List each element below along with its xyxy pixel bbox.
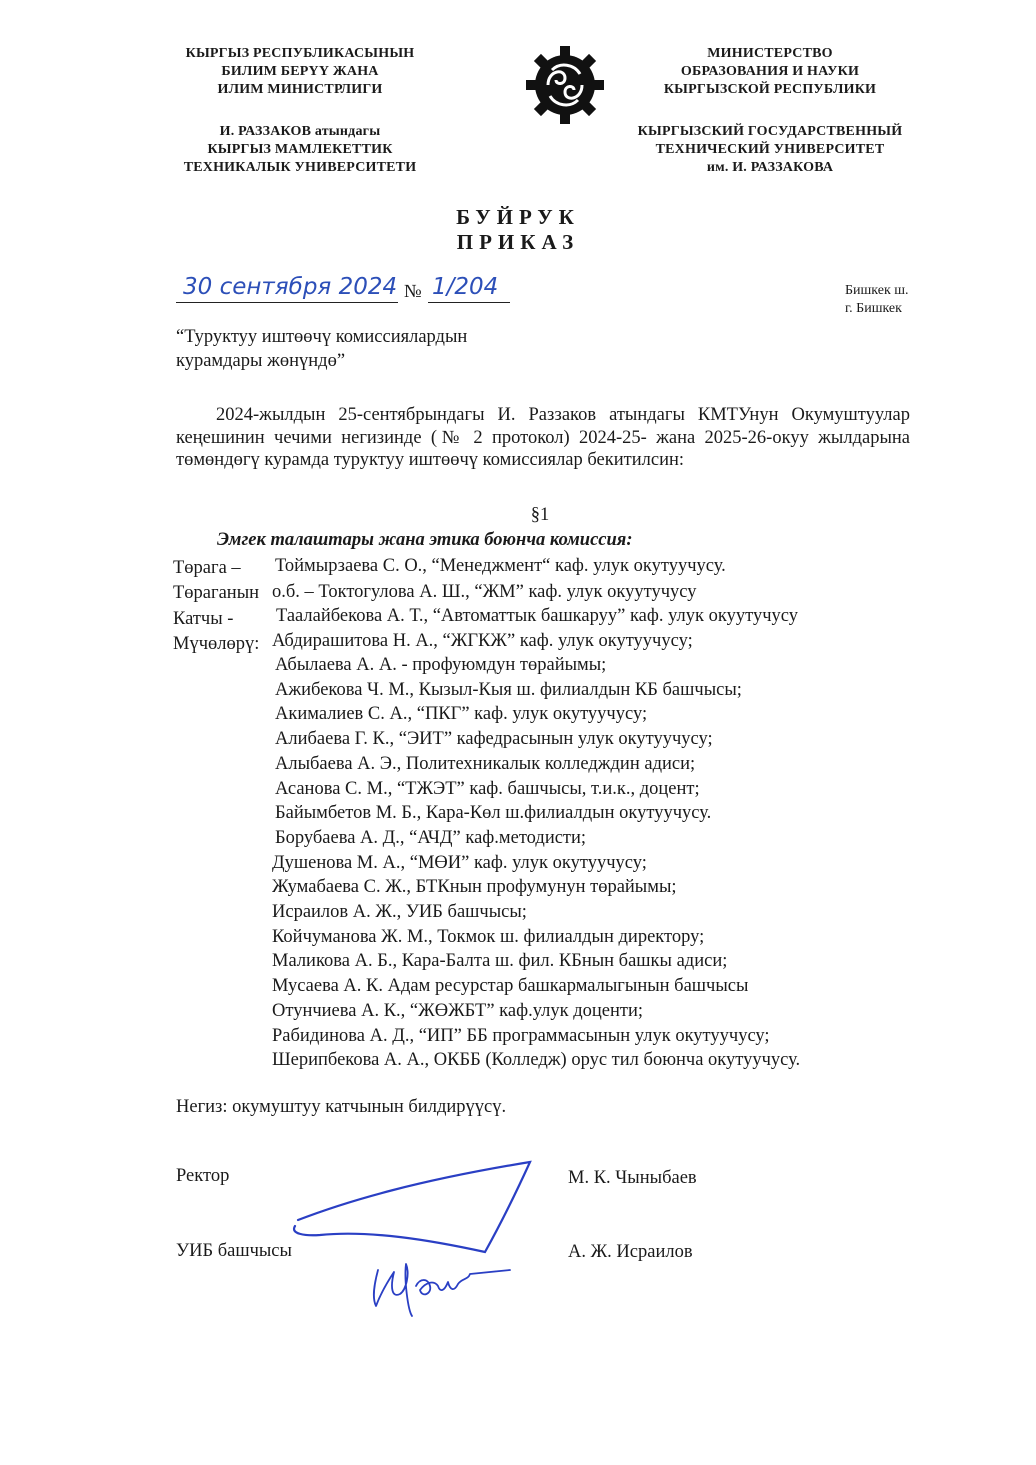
list-item: Мусаева А. К. Адам ресурстар башкармалыгынын башчысы xyxy=(272,976,749,997)
list-item: Жумабаева С. Ж., БТКнын профумунун төрайымы; xyxy=(272,877,677,898)
department-head-signature-icon xyxy=(360,1250,540,1320)
header-line: КЫРГЫЗСКИЙ ГОСУДАРСТВЕННЫЙ xyxy=(637,124,903,139)
signature-role: УИБ башчысы xyxy=(176,1241,292,1261)
list-item: Шерипбекова А. А., ОКББ (Колледж) орус тил боюнча окутуучусу. xyxy=(272,1050,801,1071)
role-label: Мүчөлөрү: xyxy=(173,634,260,654)
order-subject xyxy=(176,325,467,373)
list-item: Отунчиева А. К., “ЖӨЖБТ” каф.улук доценти; xyxy=(272,1000,644,1021)
header-line: КЫРГЫЗ РЕСПУБЛИКАСЫНЫН xyxy=(185,46,415,61)
header-line: КЫРГЫЗ МАМЛЕКЕТТИК xyxy=(207,142,393,157)
header-left-ministry xyxy=(150,45,450,99)
subject-line: курамдары жөнүндө” xyxy=(176,351,346,371)
list-item: Алыбаева А. Э., Политехникалык колледждин адиси; xyxy=(275,753,696,774)
number-sign: № xyxy=(404,282,422,302)
commission-title: Эмгек талаштары жана этика боюнча комиссия: xyxy=(217,530,633,550)
order-number: 1/204 xyxy=(432,274,499,300)
list-item: Акималиев С. А., “ПКГ” каф. улук окутуучусу; xyxy=(275,704,648,725)
list-item: Алибаева Г. К., “ЭИТ” кафедрасынын улук окутуучусу; xyxy=(275,729,713,750)
role-text: Тоймырзаева С. О., “Менеджмент“ каф. улук окутуучусу. xyxy=(275,556,726,576)
intro-paragraph: 2024-жылдын 25-сентябрындагы И. Раззаков атындагы КМТУнун Окумуштуулар кеңешинин чечими негизинде (№ 2 протокол) 2024-25- жана 2025-26-окуу жылдарына төмөндөгү курамда туруктуу иштөөчү комиссиялар бекитилсин: xyxy=(176,405,910,470)
role-label: Төрага – xyxy=(173,558,241,578)
doc-type-ru: ПРИКАЗ xyxy=(456,230,580,254)
header-right-ministry xyxy=(610,45,930,99)
signature-role: Ректор xyxy=(176,1166,230,1186)
list-item: Байымбетов М. Б., Кара-Көл ш.филиалдын окутуучусу. xyxy=(275,803,712,824)
list-item: Койчуманова Ж. М., Токмок ш. филиалдын директору; xyxy=(272,926,705,947)
header-left-university xyxy=(150,123,450,177)
role-text: о.б. – Токтогулова А. Ш., “ЖМ” каф. улук окуутучусу xyxy=(272,582,697,602)
list-item: Рабидинова А. Д., “ИП” ББ программасынын улук окутуучусу; xyxy=(272,1025,770,1046)
header-line: им. И. РАЗЗАКОВА xyxy=(706,160,834,175)
header-line: МИНИСТЕРСТВО xyxy=(707,46,833,61)
section-number: §1 xyxy=(530,505,550,525)
list-item: Борубаева А. Д., “АЧД” каф.методисти; xyxy=(275,827,587,848)
header-line: БИЛИМ БЕРҮҮ ЖАНА xyxy=(221,64,379,79)
header-line: ТЕХНИЧЕСКИЙ УНИВЕРСИТЕТ xyxy=(655,142,885,157)
list-item: Исраилов А. Ж., УИБ башчысы; xyxy=(272,902,527,923)
rector-signature-icon xyxy=(250,1150,550,1260)
members-list xyxy=(272,653,800,1073)
header-line: КЫРГЫЗСКОЙ РЕСПУБЛИКИ xyxy=(663,82,877,97)
role-label: Төраганын xyxy=(173,583,260,603)
subject-line: “Туруктуу иштөөчү комиссиялардын xyxy=(176,327,468,347)
university-emblem-icon xyxy=(520,40,610,130)
header-line: ТЕХНИКАЛЫК УНИВЕРСИТЕТИ xyxy=(183,160,417,175)
role-label: Катчы - xyxy=(173,609,234,629)
role-text: Таалайбекова А. Т., “Автоматтык башкаруу” каф. улук окуутучусу xyxy=(276,606,798,626)
header-line: ИЛИМ МИНИСТРЛИГИ xyxy=(217,82,383,97)
date-underline xyxy=(176,302,398,303)
header-right-university xyxy=(610,123,930,177)
role-text: Абдирашитова Н. А., “ЖГКЖ” каф. улук окутуучусу; xyxy=(272,631,693,651)
city-ru: г. Бишкек xyxy=(845,301,902,316)
signature-name: М. К. Чыныбаев xyxy=(568,1168,697,1188)
header-line: ОБРАЗОВАНИЯ И НАУКИ xyxy=(680,64,860,79)
order-date: 30 сентября 2024 xyxy=(183,274,398,300)
city-kg: Бишкек ш. xyxy=(845,283,909,298)
signature-name: А. Ж. Исраилов xyxy=(568,1242,693,1262)
city-block xyxy=(845,282,909,318)
list-item: Асанова С. М., “ТЖЭТ” каф. башчысы, т.и.к., доцент; xyxy=(275,778,700,799)
basis-line: Негиз: окумуштуу катчынын билдирүүсү. xyxy=(176,1097,507,1117)
list-item: Душенова М. А., “МӨИ” каф. улук окутуучусу; xyxy=(272,852,647,873)
number-underline xyxy=(428,302,510,303)
header-line: И. РАЗЗАКОВ атындагы xyxy=(219,124,381,139)
list-item: Маликова А. Б., Кара-Балта ш. фил. КБнын башкы адиси; xyxy=(272,951,728,972)
list-item: Ажибекова Ч. М., Кызыл-Кыя ш. филиалдын КБ башчысы; xyxy=(275,679,742,700)
list-item: Абылаева А. А. - профуюмдун төрайымы; xyxy=(275,655,607,675)
doc-type-kg: БУЙРУК xyxy=(456,205,580,229)
